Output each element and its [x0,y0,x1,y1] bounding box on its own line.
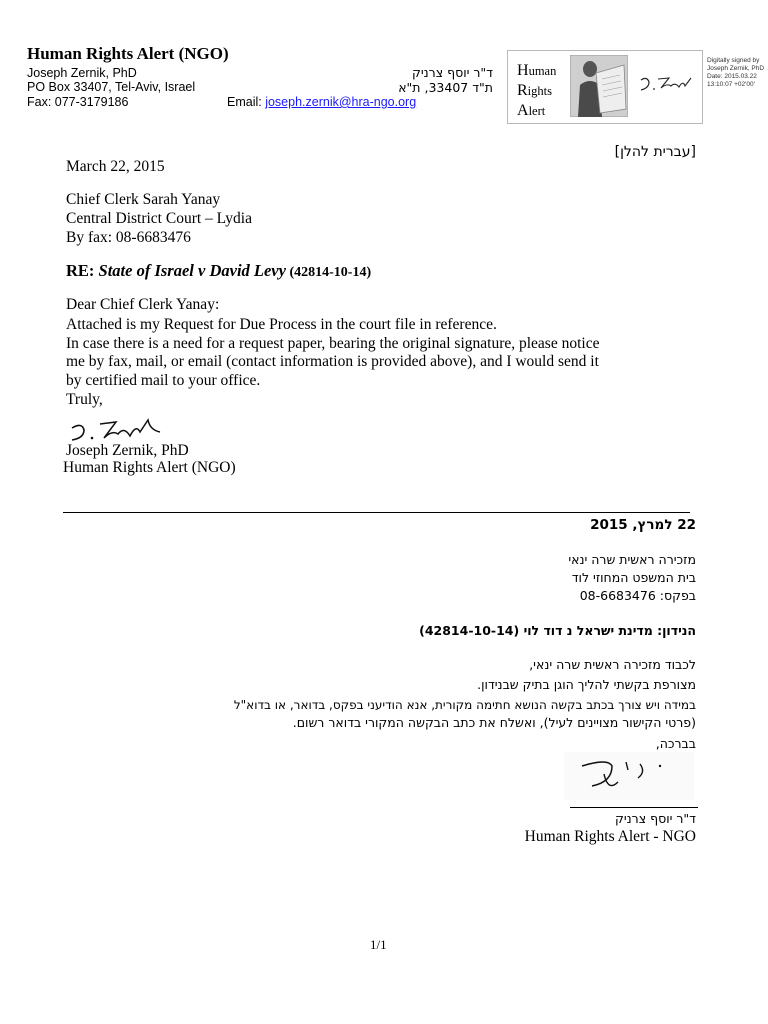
digital-signature-stamp: Digitally signed by Joseph Zernik, PhD Date: 2015.03.22 13:10:07 +02'00' [707,57,765,88]
logo-signature-image [635,74,695,94]
hebrew-follows-note: [עברית להלן] [614,144,696,160]
letterhead-he-address: ת"ד 33407, ת"א [398,80,493,95]
recipient-line-3: By fax: 08-6683476 [66,229,191,246]
subject-label: RE: [66,261,99,280]
page-number: 1/1 [370,937,387,952]
he-recipient-line-1: מזכירה ראשית שרה ינאי [568,552,696,567]
he-recipient-line-3: בפקס: 08-6683476 [579,588,696,603]
org-name-bold: Human Rights Alert [27,44,175,63]
he-body-paragraph-2-line-2: (פרטי הקישור מצויינים לעיל), ואשלח את כתב הבקשה המקורי בדואר רשום. [292,715,696,730]
letterhead-fax: Fax: 077-3179186 [27,95,129,109]
he-body-paragraph-2-line-1: במידה ויש צורך בכתב בקשה הנושא חתימה מקורית, אנא הודיעני בפקס, בדואר, או בדוא"ל [233,698,696,712]
org-name [27,44,229,64]
hebrew-signature [564,752,694,800]
he-closing: בברכה, [655,736,696,751]
subject-case: State of Israel v David Levy [98,261,286,280]
section-divider [63,512,690,513]
logo-photo-image [570,55,628,117]
he-body-paragraph-1: מצורפת בקשתי להליך הוגן בתיק שבנידון. [477,677,696,692]
signature-name: Joseph Zernik, PhD [66,442,189,459]
hra-logo [507,50,703,124]
letterhead-address: PO Box 33407, Tel-Aviv, Israel [27,80,196,94]
he-signature-name: ד"ר יוסף צרניק [614,811,696,826]
body-paragraph-2-line-2: me by fax, mail, or email (contact information is provided above), and I would send it [66,353,599,370]
subject-number: (42814-10-14) [285,265,372,280]
email-link[interactable]: joseph.zernik@hra-ngo.org [265,95,417,109]
he-date: 22 למרץ, 2015 [590,517,696,533]
email-label: Email: [227,95,266,109]
body-paragraph-2-line-1: In case there is a need for a request paper, bearing the original signature, please notice [66,335,600,352]
signature-org: Human Rights Alert (NGO) [63,459,236,476]
logo-line-alert: Alert [517,102,546,119]
letterhead-name: Joseph Zernik, PhD [27,66,137,80]
recipient-line-2: Central District Court – Lydia [66,210,252,227]
logo-words [517,61,556,121]
closing: Truly, [66,391,103,408]
recipient-line-1: Chief Clerk Sarah Yanay [66,191,221,208]
he-signature-org: Human Rights Alert - NGO [524,828,696,845]
he-subject-line: הנידון: מדינת ישראל נ דוד לוי (42814-10-14) [419,623,696,638]
he-recipient-line-2: בית המשפט המחוזי לוד [571,570,696,585]
logo-line-rights: Rights [517,82,552,99]
subject-line [66,261,371,283]
letterhead-email-line [227,95,416,110]
body-paragraph-1: Attached is my Request for Due Process in the court file in reference. [66,316,497,333]
org-name-suffix: (NGO) [174,44,229,63]
he-signature-line [570,807,698,808]
he-salutation: לכבוד מזכירה ראשית שרה ינאי, [529,657,696,672]
letter-date: March 22, 2015 [66,158,165,175]
letterhead-he-name: ד"ר יוסף צרניק [411,65,493,80]
salutation: Dear Chief Clerk Yanay: [66,296,220,313]
body-paragraph-2-line-3: by certified mail to your office. [66,372,261,389]
logo-line-human: Human [517,62,557,79]
